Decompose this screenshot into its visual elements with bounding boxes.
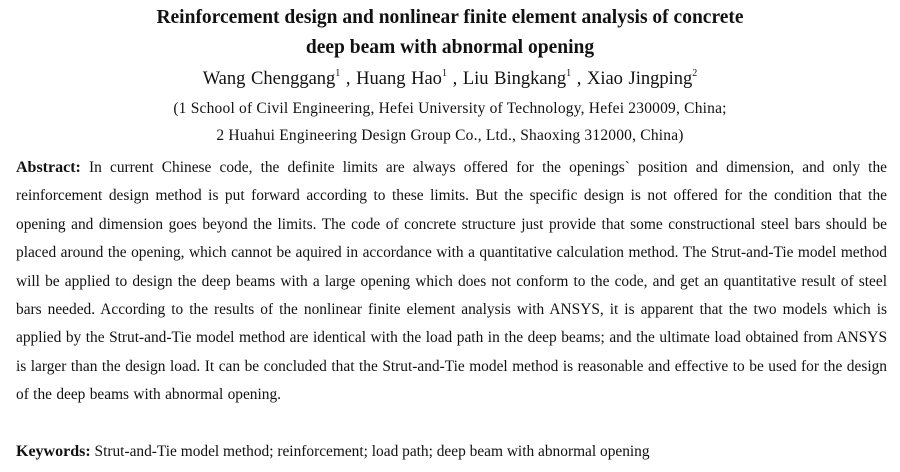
keywords-text: Strut-and-Tie model method; reinforcement; load path; deep beam with abnormal opening: [94, 443, 650, 460]
author-affiliation-mark: 2: [692, 68, 698, 79]
abstract: [16, 154, 887, 410]
keywords: [16, 438, 887, 466]
author-separator: ,: [571, 69, 587, 89]
affiliation-line-2: 2 Huahui Engineering Design Group Co., Ltd., Shaoxing 312000, China): [216, 127, 684, 144]
affiliation-line-1: (1 School of Civil Engineering, Hefei University of Technology, Hefei 230009, China;: [173, 100, 727, 117]
author-affiliation-mark: 1: [335, 68, 341, 79]
author-affiliation-mark: 1: [441, 68, 447, 79]
abstract-text: In current Chinese code, the definite limits are always offered for the openings` position and dimension, and only the reinforcement design method is put forward according to these limits. But the specific design is not offered for the condition that the opening and dimension goes beyond the limits. The code of concrete structure just provide that some constructional steel bars should be placed around the opening, which cannot be aquired in accordance with a quantitative calculation method. The Strut-and-Tie model method will be applied to design the deep beams with a large opening which does not conform to the code, and get an quantitative result of steel bars needed. According to the results of the nonlinear finite element analysis with ANSYS, it is apparent that the two models which is applied by the Strut-and-Tie model method are identical with the load path in the deep beams; and the ultimate load obtained from ANSYS is larger than the design load. It can be concluded that the Strut-and-Tie model method is reasonable and effective to be used for the design of the deep beams with abnormal opening.: [16, 159, 887, 404]
author: [463, 69, 571, 89]
abstract-label: Abstract:: [16, 159, 81, 176]
keywords-label: Keywords:: [16, 443, 91, 460]
author: [203, 69, 341, 89]
author-affiliation-mark: 1: [566, 68, 572, 79]
author-name: Xiao Jingping: [586, 69, 693, 89]
author: [356, 69, 447, 89]
paper-title-line-2: deep beam with abnormal opening: [305, 37, 595, 58]
author-name: Huang Hao: [356, 69, 442, 89]
paper-title-line-1: Reinforcement design and nonlinear finite element analysis of concrete: [156, 7, 744, 28]
author-name: Liu Bingkang: [462, 69, 567, 89]
author: [587, 69, 697, 89]
author-name: Wang Chenggang: [202, 69, 336, 89]
author-separator: ,: [446, 69, 463, 89]
author-list: [0, 64, 900, 94]
author-separator: ,: [340, 69, 357, 89]
